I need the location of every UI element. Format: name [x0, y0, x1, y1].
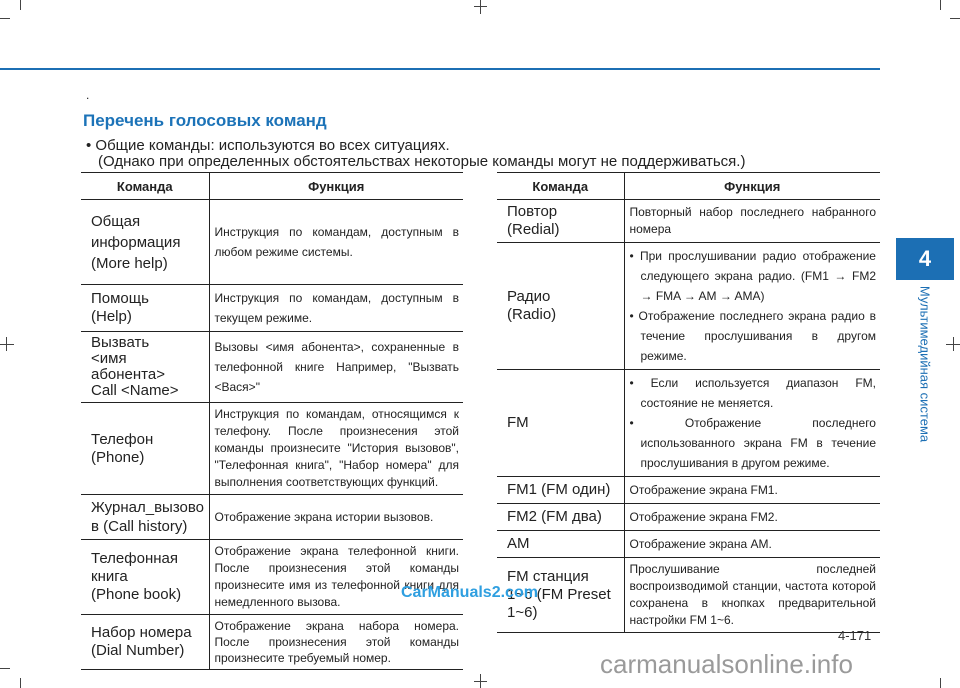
table-header-row — [81, 173, 463, 200]
column-header-command: Команда — [497, 173, 624, 200]
function-cell: Инструкция по командам, относящимся к телефону. После произнесения этой команды произнесите "История вызовов", "Телефонная книга", "Набор номера" для выполнения соответствующих функций. — [209, 403, 463, 495]
command-cell: Общая информация (More help) — [81, 200, 209, 285]
crop-mark — [474, 681, 487, 682]
crop-mark — [20, 0, 21, 10]
crop-mark — [940, 0, 941, 10]
function-cell: Инструкция по командам, доступным в любом режиме системы. — [209, 200, 463, 285]
function-list-item: • Отображение последнего экрана радио в течение прослушивания в другом режиме. — [630, 306, 877, 366]
column-header-command: Команда — [81, 173, 209, 200]
table-row — [81, 332, 463, 403]
table-row — [497, 243, 880, 370]
function-cell: Отображение экрана телефонной книги. После произнесения этой команды произнесите имя из телефонной книги для немедленного вызова. — [209, 540, 463, 615]
chapter-tab: 4 — [896, 238, 954, 280]
table-row — [81, 403, 463, 495]
dot-mark: . — [86, 88, 90, 102]
function-cell: Отображение экрана набора номера. После произнесения этой команды произнесите требуемый номер. — [209, 615, 463, 670]
function-cell — [624, 370, 880, 477]
function-cell: Отображение экрана истории вызовов. — [209, 495, 463, 540]
section-title: Перечень голосовых команд — [83, 111, 327, 130]
table-row — [81, 285, 463, 332]
table-row — [81, 200, 463, 285]
command-cell: FM2 (FM два) — [497, 504, 624, 531]
function-cell: Прослушивание последней воспроизводимой станции, частота которой сохранена в кнопках предварительной настройки FM 1~6. — [624, 558, 880, 633]
crop-mark — [940, 678, 941, 688]
function-list-item: • Отображение последнего использованного экрана FM в течение прослушивания в другом режиме. — [630, 413, 877, 473]
function-cell: Вызовы <имя абонента>, сохраненные в телефонной книге Например, "Вызвать <Вася>" — [209, 332, 463, 403]
watermark-large: carmanualsonline.info — [600, 649, 853, 679]
command-cell: Вызвать <имя абонента> Call <Name> — [81, 332, 209, 403]
command-cell: Телефонная книга (Phone book) — [81, 540, 209, 615]
chapter-title-text: Мультимедийная система — [917, 285, 933, 443]
command-cell: Телефон (Phone) — [81, 403, 209, 495]
command-cell: FM станция 1~6 (FM Preset 1~6) — [497, 558, 624, 633]
intro-bullet: • Общие команды: используются во всех ситуациях. — [86, 137, 450, 154]
command-cell: AM — [497, 531, 624, 558]
table-header-row — [497, 173, 880, 200]
table-row — [81, 615, 463, 670]
command-cell: Радио (Radio) — [497, 243, 624, 370]
crop-mark — [6, 337, 7, 351]
command-cell: Набор номера (Dial Number) — [81, 615, 209, 670]
table-row — [497, 558, 880, 633]
crop-mark — [474, 6, 487, 7]
function-cell: Повторный набор последнего набранного номера — [624, 200, 880, 243]
header-rule — [0, 68, 880, 70]
command-cell: Помощь (Help) — [81, 285, 209, 332]
table-row — [497, 504, 880, 531]
function-list — [630, 246, 877, 366]
function-list-item: • Если используется диапазон FM, состояние не меняется. — [630, 373, 877, 413]
command-cell: Повтор (Redial) — [497, 200, 624, 243]
column-header-function: Функция — [209, 173, 463, 200]
crop-mark — [0, 668, 10, 669]
commands-table-right — [497, 172, 880, 633]
function-cell: Отображение экрана FM1. — [624, 477, 880, 504]
crop-mark — [20, 678, 21, 688]
function-cell: Отображение экрана AM. — [624, 531, 880, 558]
table-row — [497, 200, 880, 243]
column-header-function: Функция — [624, 173, 880, 200]
crop-mark — [0, 18, 10, 19]
crop-mark — [950, 18, 960, 19]
command-cell: FM1 (FM один) — [497, 477, 624, 504]
function-cell: Инструкция по командам, доступным в текущем режиме. — [209, 285, 463, 332]
watermark-small: CarManuals2.com — [401, 584, 538, 601]
table-row — [81, 540, 463, 615]
table-row — [497, 531, 880, 558]
command-cell: Журнал_вызово в (Call history) — [81, 495, 209, 540]
function-list — [630, 373, 877, 473]
function-cell: Отображение экрана FM2. — [624, 504, 880, 531]
table-row — [497, 370, 880, 477]
command-cell: FM — [497, 370, 624, 477]
function-cell — [624, 243, 880, 370]
function-list-item: • При прослушивании радио отображение следующего экрана радио. (FM1 → FM2 → FMA → AM → AMA) — [630, 246, 877, 306]
crop-mark — [480, 0, 481, 14]
page-number: 4-171 — [838, 628, 872, 643]
crop-mark — [0, 344, 14, 345]
table-row — [81, 495, 463, 540]
intro-note: (Однако при определенных обстоятельствах некоторые команды могут не поддерживаться.) — [98, 153, 746, 170]
chapter-title-vertical — [896, 284, 954, 444]
table-row — [497, 477, 880, 504]
